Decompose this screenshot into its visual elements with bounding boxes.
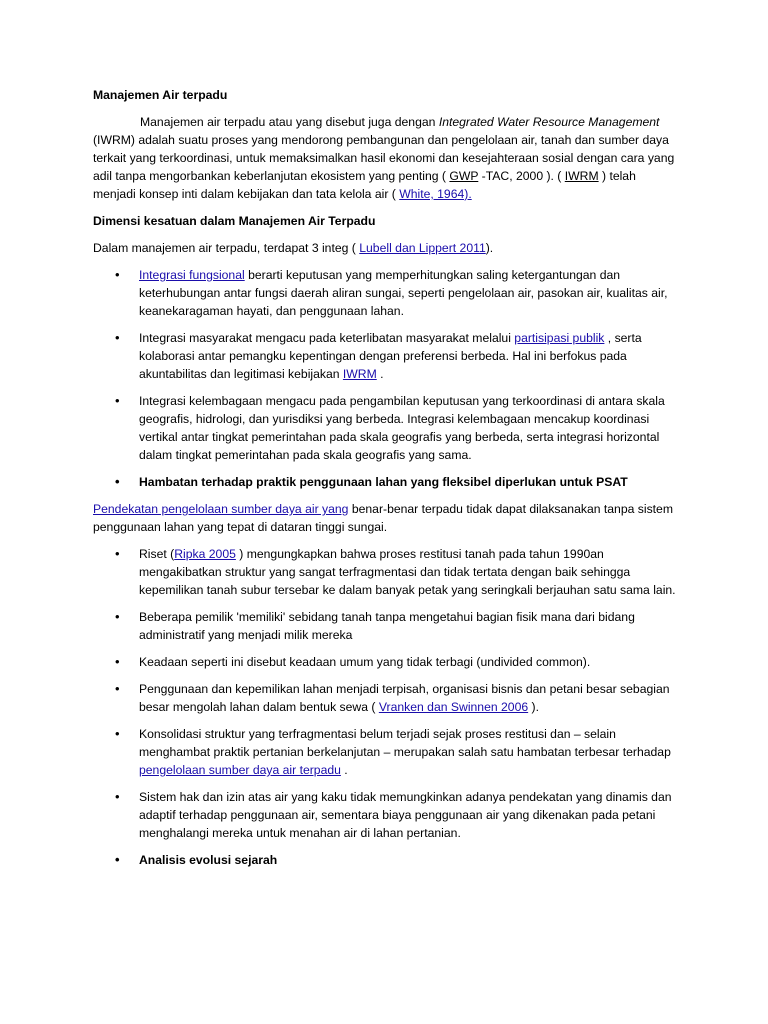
list-item-text: . bbox=[340, 763, 348, 777]
list-item bbox=[93, 266, 676, 320]
list-item bbox=[93, 653, 676, 671]
iwrm-link[interactable]: IWRM bbox=[342, 367, 377, 381]
vranken-swinnen-link[interactable]: Vranken dan Swinnen 2006 bbox=[378, 700, 529, 714]
integration-list bbox=[93, 266, 676, 491]
list-item-text: Integrasi kelembagaan mengacu pada pengambilan keputusan yang terkoordinasi di antara skala geografis, hidrologi, dan yurisdiksi yang berbeda. Integrasi kelembagaan mencakup koordinasi vertikal antar tingkat pemerintahan pada skala geografis yang berbeda, serta integrasi horizontal dalam tingkat pemerintahan pada skala geografis yang sama. bbox=[139, 394, 665, 462]
list-item-text: Sistem hak dan izin atas air yang kaku tidak memungkinkan adanya pendekatan yang dinamis dan adaptif terhadap penggunaan air, sementara biaya penggunaan air yang dikenakan pada petani menghalangi mereka untuk menahan air di lahan pertanian. bbox=[139, 790, 672, 840]
paragraph-text: benar-benar terpadu tidak dapat dilaksanakan tanpa sistem penggunaan lahan yang tepat di dataran tinggi sungai. bbox=[93, 502, 673, 534]
list-item-text: Hambatan terhadap praktik penggunaan lahan yang fleksibel diperlukan untuk PSAT bbox=[139, 475, 628, 489]
list-item-text: , serta kolaborasi antar pemangku kepentingan dengan preferensi berbeda. Hal ini berfokus pada akuntabilitas dan legitimasi kebijakan bbox=[139, 331, 642, 381]
iwrm-link[interactable]: IWRM bbox=[564, 169, 599, 183]
list-item bbox=[93, 788, 676, 842]
paragraph bbox=[93, 500, 676, 536]
list-item-text: Integrasi masyarakat mengacu pada keterlibatan masyarakat melalui bbox=[139, 331, 515, 345]
intro-paragraph bbox=[93, 113, 676, 203]
paragraph bbox=[93, 239, 676, 257]
list-item-text: Penggunaan dan kepemilikan lahan menjadi terpisah, organisasi bisnis dan petani besar sebagian besar mengolah lahan dalam bentuk sewa ( bbox=[139, 682, 670, 714]
list-item-text: Keadaan seperti ini disebut keadaan umum yang tidak terbagi (undivided common). bbox=[139, 655, 591, 669]
partisipasi-publik-link[interactable]: partisipasi publik bbox=[514, 331, 605, 345]
list-item-text: Analisis evolusi sejarah bbox=[139, 853, 278, 867]
list-item-text: berarti keputusan yang memperhitungkan saling ketergantungan dan keterhubungan antar fungsi daerah aliran sungai, seperti pengelolaan air, pasokan air, kualitas air, keanekaragaman hayati, dan penggunaan lahan. bbox=[139, 268, 668, 318]
pengelolaan-sumber-daya-air-link[interactable]: pengelolaan sumber daya air terpadu bbox=[139, 763, 341, 777]
list-item bbox=[93, 725, 676, 779]
list-item-text: . bbox=[376, 367, 384, 381]
intro-text: (IWRM) adalah suatu proses yang mendorong pembangunan dan pengelolaan air, tanah dan sumber daya terkait yang terkoordinasi, untuk memaksimalkan hasil ekonomi dan kesejahteraan sosial dengan cara yang adil tanpa mengorbankan keberlanjutan ekosistem yang penting ( bbox=[93, 133, 675, 183]
list-item bbox=[93, 545, 676, 599]
document-title: Manajemen Air terpadu bbox=[93, 88, 228, 102]
list-item-text: ) mengungkapkan bahwa proses restitusi tanah pada tahun 1990an mengakibatkan struktur yang sangat terfragmentasi dan tidak tertata dengan baik sehingga kepemilikan tanah subur tersebar ke dalam banyak petak yang seringkali berjauhan satu sama lain. bbox=[139, 547, 676, 597]
list-item-text: ). bbox=[528, 700, 539, 714]
integrasi-fungsional-link[interactable]: Integrasi fungsional bbox=[139, 268, 245, 282]
list-item-text: Riset ( bbox=[139, 547, 175, 561]
intro-text: Manajemen air terpadu atau yang disebut juga dengan bbox=[140, 115, 439, 129]
pendekatan-pengelolaan-link[interactable]: Pendekatan pengelolaan sumber daya air yang bbox=[93, 502, 349, 516]
list-item bbox=[93, 329, 676, 383]
white-1964-link[interactable]: White, 1964). bbox=[399, 187, 472, 201]
intro-text: -TAC, 2000 ). ( bbox=[478, 169, 565, 183]
ripka-2005-link[interactable]: Ripka 2005 bbox=[174, 547, 236, 561]
gwp-link[interactable]: GWP bbox=[449, 169, 479, 183]
list-item bbox=[93, 680, 676, 716]
list-item-text: Beberapa pemilik 'memiliki' sebidang tanah tanpa mengetahui bagian fisik mana dari bidang administratif yang menjadi milik mereka bbox=[139, 610, 635, 642]
intro-italic-term: Integrated Water Resource Management bbox=[438, 115, 660, 129]
barrier-list bbox=[93, 545, 676, 869]
intro-text: ) telah menjadi konsep inti dalam kebijakan dan tata kelola air ( bbox=[93, 169, 636, 201]
list-item bbox=[93, 392, 676, 464]
list-item-heading bbox=[93, 473, 676, 491]
lubell-lippert-link[interactable]: Lubell dan Lippert 2011 bbox=[359, 241, 486, 255]
section-heading: Dimensi kesatuan dalam Manajemen Air Terpadu bbox=[93, 214, 376, 228]
list-item-heading bbox=[93, 851, 676, 869]
paragraph-text: ). bbox=[485, 241, 494, 255]
list-item-text: Konsolidasi struktur yang terfragmentasi belum terjadi sejak proses restitusi dan – selain menghambat praktik pertanian berkelanjutan – merupakan salah satu hambatan terbesar terhadap bbox=[139, 727, 671, 759]
list-item bbox=[93, 608, 676, 644]
paragraph-text: Dalam manajemen air terpadu, terdapat 3 integ ( bbox=[93, 241, 360, 255]
